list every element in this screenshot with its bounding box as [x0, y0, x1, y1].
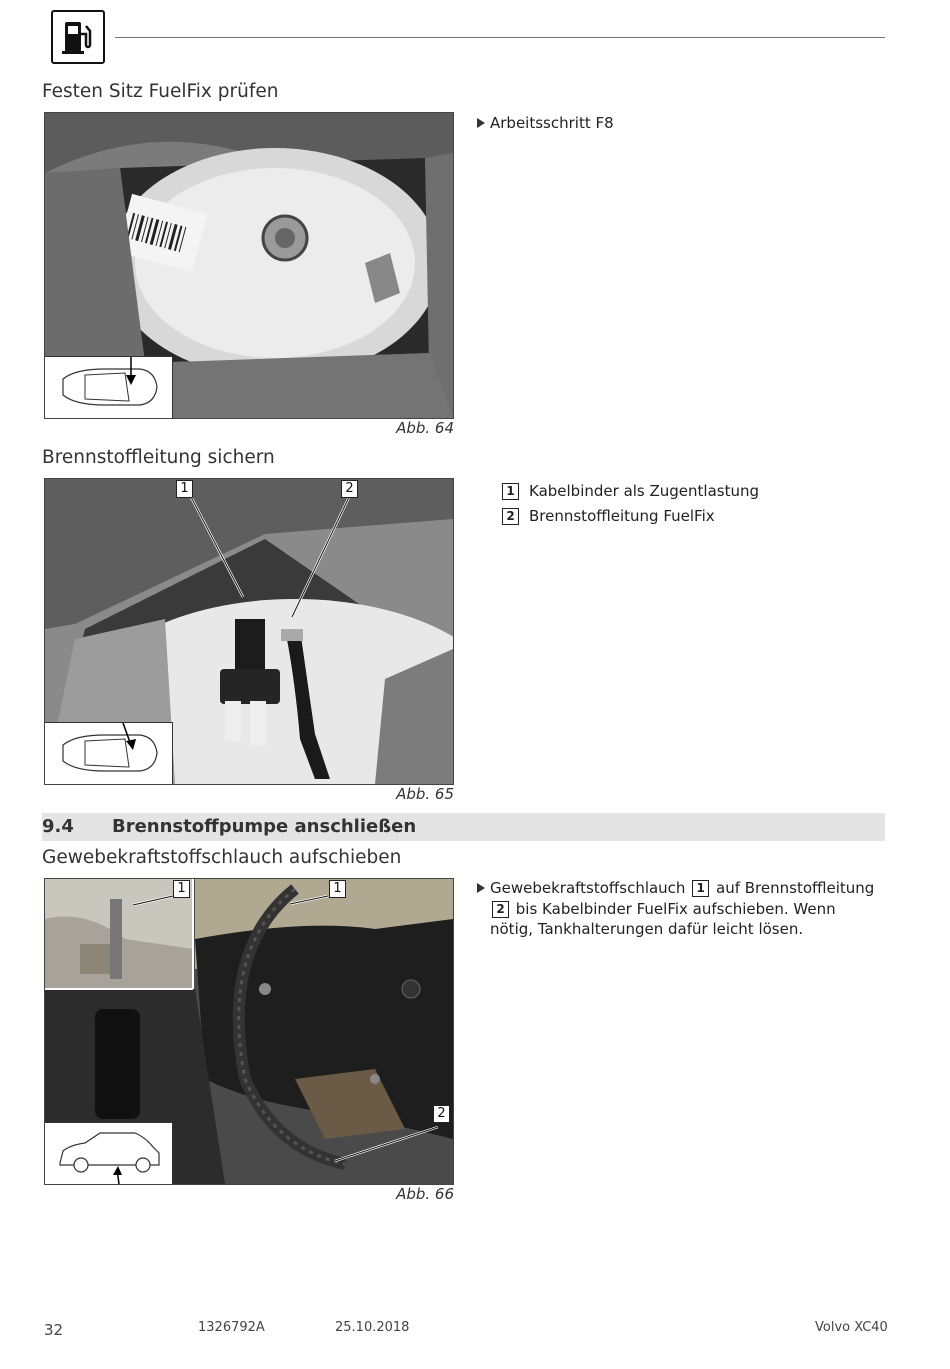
chapter-heading [42, 813, 885, 841]
vehicle-position-inset [45, 722, 173, 784]
callout-1: 1 [329, 880, 346, 898]
instruction-step: Gewebekraftstoffschlauch 1 auf Brennstoffleitung 2 bis Kabelbinder FuelFix aufschieben. Wenn nötig, Tankhalterungen dafür leicht lösen. [477, 878, 882, 940]
instruction-step: Arbeitsschritt F8 [477, 113, 614, 134]
callout-2: 2 [341, 480, 358, 498]
vehicle-position-inset [45, 1122, 173, 1184]
figure-caption: Abb. 64 [396, 419, 454, 437]
chapter-number: 9.4 [42, 816, 74, 837]
callout-2: 2 [433, 1105, 450, 1123]
document-id: 1326792A [198, 1320, 265, 1335]
triangle-bullet-icon [477, 118, 485, 128]
section-heading-fuelfix-check: Festen Sitz FuelFix prüfen [42, 81, 279, 102]
figure-caption: Abb. 66 [396, 1185, 454, 1203]
section-heading-fuel-line-secure: Brennstoffleitung sichern [42, 447, 275, 468]
photo-fuel-hose [44, 878, 454, 1185]
vehicle-position-inset [45, 356, 173, 418]
triangle-bullet-icon [477, 883, 485, 893]
inline-callout-1: 1 [692, 880, 709, 897]
figure-caption: Abb. 65 [396, 785, 454, 803]
header-rule [115, 37, 885, 38]
photo-fuelfix-seat [44, 112, 454, 419]
callout-1: 1 [173, 880, 190, 898]
photo-fuel-line [44, 478, 454, 785]
vehicle-model: Volvo XC40 [815, 1320, 888, 1335]
legend-item: 2 Brennstoffleitung FuelFix [502, 506, 759, 531]
document-date: 25.10.2018 [335, 1320, 410, 1335]
page-number: 32 [44, 1321, 64, 1339]
legend [502, 481, 759, 531]
callout-1: 1 [176, 480, 193, 498]
chapter-title: Brennstoffpumpe anschließen [112, 816, 417, 837]
legend-item: 1 Kabelbinder als Zugentlastung [502, 481, 759, 506]
fuel-pump-icon [51, 10, 105, 64]
inline-callout-2: 2 [492, 901, 509, 918]
section-heading-hose-slide: Gewebekraftstoffschlauch aufschieben [42, 847, 402, 868]
